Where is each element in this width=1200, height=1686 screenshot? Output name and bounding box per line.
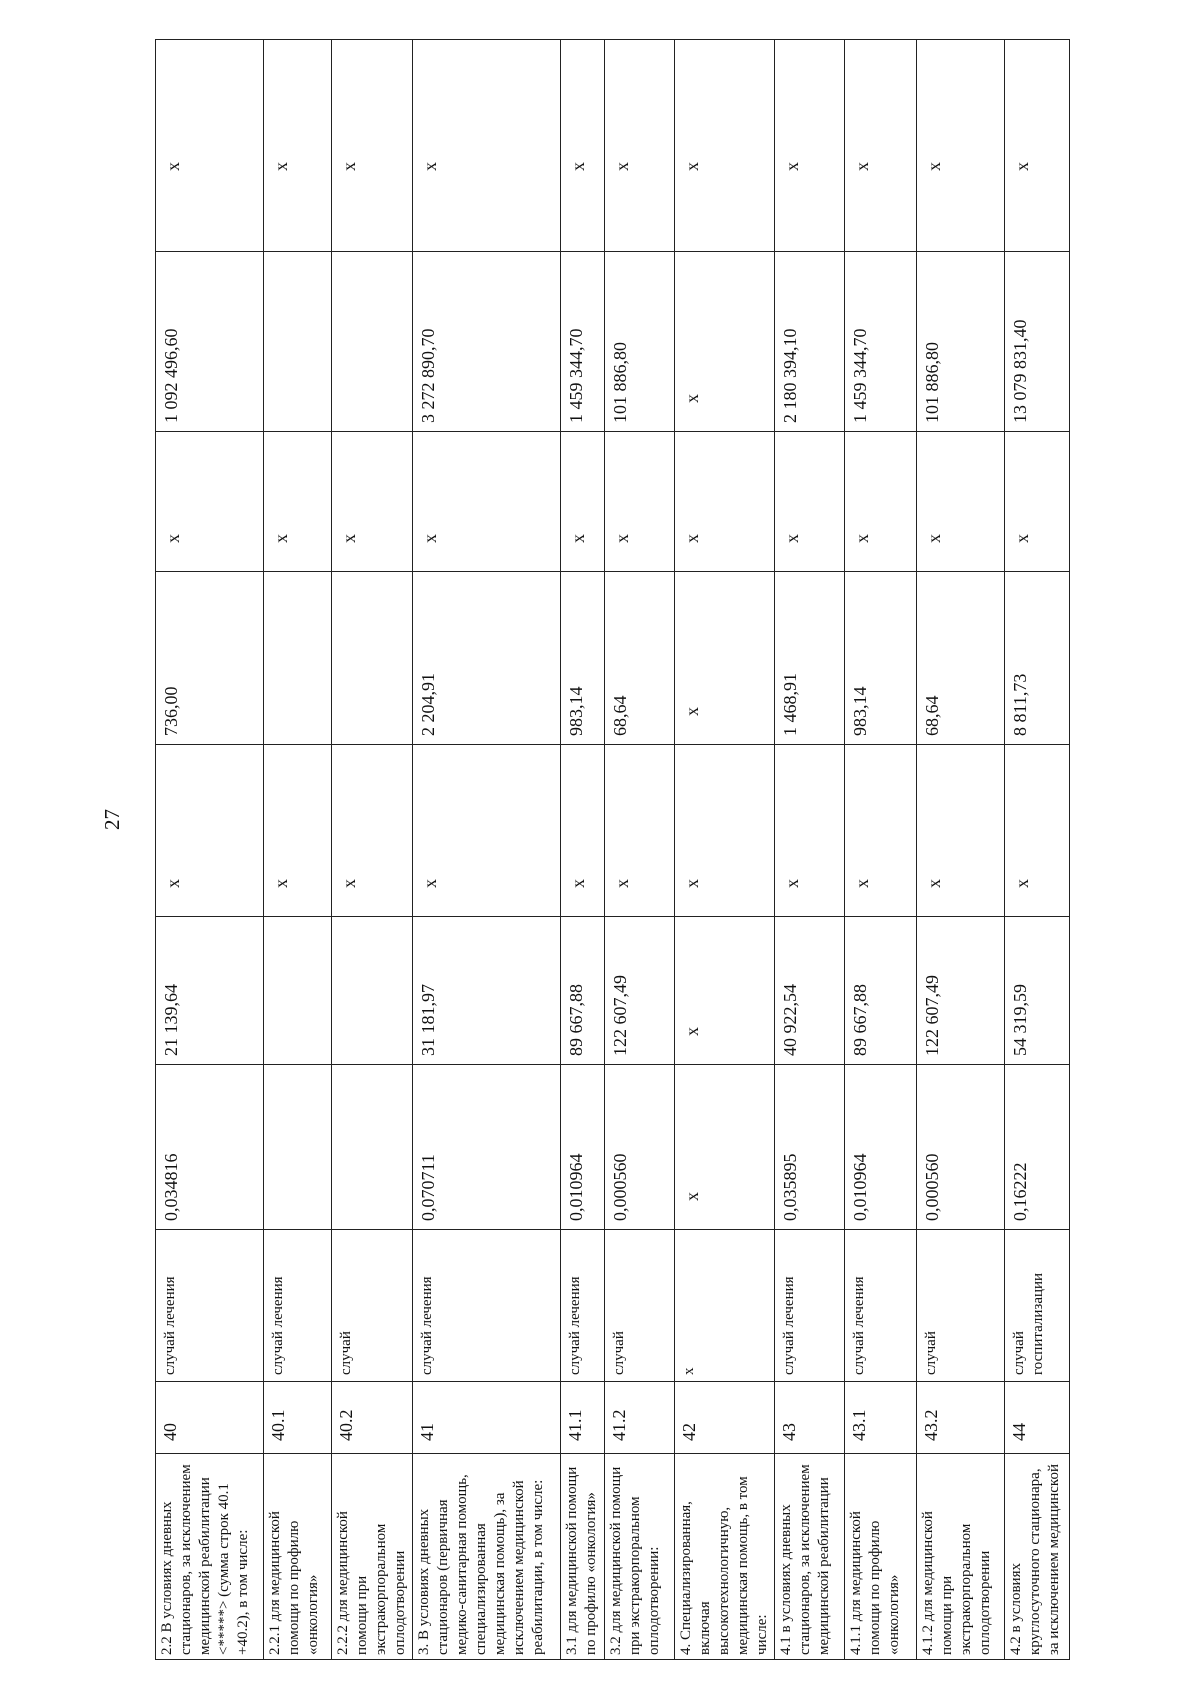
value-cell: x: [675, 432, 775, 572]
value-cell: x: [332, 40, 413, 252]
unit-cell: случай лечения: [845, 1230, 917, 1382]
unit-cell: случай лечения: [775, 1230, 845, 1382]
indicator-name-cell: 4.1 в условиях дневных стационаров, за исключением медицинской реабилитации: [775, 1454, 845, 1660]
value-cell: x: [675, 40, 775, 252]
indicator-name-cell: 4.2 в условиях круглосуточного стационара, за исключением медицинской: [1005, 1454, 1070, 1660]
value-cell: [264, 917, 332, 1065]
row-code-cell: 41.2: [605, 1382, 675, 1454]
row-code-cell: 43.1: [845, 1382, 917, 1454]
table-row: [605, 40, 675, 1660]
value-cell: x: [156, 745, 264, 917]
value-cell: 1 092 496,60: [156, 252, 264, 432]
value-cell: 0,070711: [413, 1065, 561, 1230]
row-code-cell: 40: [156, 1382, 264, 1454]
indicator-name-cell: 2.2 В условиях дневных стационаров, за исключением медицинской реабилитации <*****> (сумма строк 40.1 +40.2), в том числе:: [156, 1454, 264, 1660]
value-cell: x: [775, 40, 845, 252]
value-cell: x: [413, 40, 561, 252]
row-code-cell: 43.2: [917, 1382, 1005, 1454]
value-cell: x: [775, 745, 845, 917]
row-code-cell: 40.2: [332, 1382, 413, 1454]
value-cell: x: [845, 432, 917, 572]
value-cell: x: [845, 40, 917, 252]
value-cell: x: [413, 432, 561, 572]
unit-cell: случай лечения: [264, 1230, 332, 1382]
value-cell: x: [917, 40, 1005, 252]
value-cell: [264, 572, 332, 745]
value-cell: 983,14: [845, 572, 917, 745]
unit-cell: случай лечения: [413, 1230, 561, 1382]
table-row: [413, 40, 561, 1660]
value-cell: 0,010964: [561, 1065, 605, 1230]
unit-cell: случай: [332, 1230, 413, 1382]
value-cell: x: [675, 745, 775, 917]
value-cell: x: [156, 40, 264, 252]
value-cell: x: [332, 432, 413, 572]
value-cell: x: [605, 432, 675, 572]
value-cell: 21 139,64: [156, 917, 264, 1065]
value-cell: x: [605, 745, 675, 917]
value-cell: x: [675, 917, 775, 1065]
value-cell: 122 607,49: [917, 917, 1005, 1065]
row-code-cell: 43: [775, 1382, 845, 1454]
value-cell: x: [264, 432, 332, 572]
value-cell: x: [264, 40, 332, 252]
value-cell: x: [264, 745, 332, 917]
indicator-name-cell: 3.2 для медицинской помощи при экстракорпоральном оплодотворении:: [605, 1454, 675, 1660]
value-cell: 0,034816: [156, 1065, 264, 1230]
value-cell: 54 319,59: [1005, 917, 1070, 1065]
value-cell: 101 886,80: [917, 252, 1005, 432]
indicator-name-cell: 4.1.2 для медицинской помощи при экстракорпоральном оплодотворении: [917, 1454, 1005, 1660]
indicator-name-cell: 4. Специализированная, включая высокотехнологичную, медицинская помощь, в том числе:: [675, 1454, 775, 1660]
value-cell: x: [561, 40, 605, 252]
value-cell: 68,64: [605, 572, 675, 745]
value-cell: x: [675, 572, 775, 745]
value-cell: [332, 252, 413, 432]
row-code-cell: 41: [413, 1382, 561, 1454]
value-cell: 1 459 344,70: [845, 252, 917, 432]
value-cell: 68,64: [917, 572, 1005, 745]
value-cell: 0,035895: [775, 1065, 845, 1230]
table-row: [332, 40, 413, 1660]
table-row: [845, 40, 917, 1660]
table-row: [1005, 40, 1070, 1660]
value-cell: 101 886,80: [605, 252, 675, 432]
value-cell: x: [561, 745, 605, 917]
financing-table: [155, 39, 1070, 1660]
value-cell: [264, 1065, 332, 1230]
value-cell: 2 180 394,10: [775, 252, 845, 432]
unit-cell: случай: [917, 1230, 1005, 1382]
value-cell: x: [332, 745, 413, 917]
value-cell: x: [917, 745, 1005, 917]
page-number: 27: [100, 809, 124, 830]
value-cell: x: [775, 432, 845, 572]
value-cell: x: [1005, 40, 1070, 252]
value-cell: [332, 1065, 413, 1230]
value-cell: 8 811,73: [1005, 572, 1070, 745]
value-cell: x: [1005, 745, 1070, 917]
unit-cell: случай лечения: [156, 1230, 264, 1382]
value-cell: 1 468,91: [775, 572, 845, 745]
value-cell: x: [605, 40, 675, 252]
unit-cell: случай лечения: [561, 1230, 605, 1382]
table-row: [675, 40, 775, 1660]
value-cell: 0,16222: [1005, 1065, 1070, 1230]
value-cell: 1 459 344,70: [561, 252, 605, 432]
indicator-name-cell: 2.2.1 для медицинской помощи по профилю «онкология»: [264, 1454, 332, 1660]
value-cell: 122 607,49: [605, 917, 675, 1065]
table-body: [156, 40, 1070, 1660]
value-cell: [332, 917, 413, 1065]
value-cell: 983,14: [561, 572, 605, 745]
value-cell: 0,000560: [917, 1065, 1005, 1230]
value-cell: 13 079 831,40: [1005, 252, 1070, 432]
value-cell: 89 667,88: [561, 917, 605, 1065]
value-cell: 0,010964: [845, 1065, 917, 1230]
indicator-name-cell: 3.1 для медицинской помощи по профилю «онкология»: [561, 1454, 605, 1660]
value-cell: x: [675, 252, 775, 432]
indicator-name-cell: 2.2.2 для медицинской помощи при экстракорпоральном оплодотворении: [332, 1454, 413, 1660]
table-row: [264, 40, 332, 1660]
value-cell: x: [675, 1065, 775, 1230]
value-cell: [332, 572, 413, 745]
value-cell: x: [156, 432, 264, 572]
value-cell: 0,000560: [605, 1065, 675, 1230]
value-cell: 3 272 890,70: [413, 252, 561, 432]
table-row: [561, 40, 605, 1660]
table-row: [156, 40, 264, 1660]
unit-cell: случай: [605, 1230, 675, 1382]
value-cell: [264, 252, 332, 432]
row-code-cell: 41.1: [561, 1382, 605, 1454]
indicator-name-cell: 4.1.1 для медицинской помощи по профилю «онкология»: [845, 1454, 917, 1660]
row-code-cell: 44: [1005, 1382, 1070, 1454]
value-cell: x: [413, 745, 561, 917]
table-row: [775, 40, 845, 1660]
value-cell: 736,00: [156, 572, 264, 745]
value-cell: 2 204,91: [413, 572, 561, 745]
value-cell: x: [1005, 432, 1070, 572]
row-code-cell: 40.1: [264, 1382, 332, 1454]
value-cell: 89 667,88: [845, 917, 917, 1065]
table-row: [917, 40, 1005, 1660]
value-cell: 31 181,97: [413, 917, 561, 1065]
unit-cell: случай госпитализации: [1005, 1230, 1070, 1382]
value-cell: x: [917, 432, 1005, 572]
rotated-table-container: [155, 40, 1155, 1660]
row-code-cell: 42: [675, 1382, 775, 1454]
value-cell: 40 922,54: [775, 917, 845, 1065]
value-cell: x: [845, 745, 917, 917]
value-cell: x: [561, 432, 605, 572]
indicator-name-cell: 3. В условиях дневных стационаров (первичная медико-санитарная помощь, специализированная медицинская помощь), за исключением медицинской реабилитации, в том числе:: [413, 1454, 561, 1660]
unit-cell: x: [675, 1230, 775, 1382]
